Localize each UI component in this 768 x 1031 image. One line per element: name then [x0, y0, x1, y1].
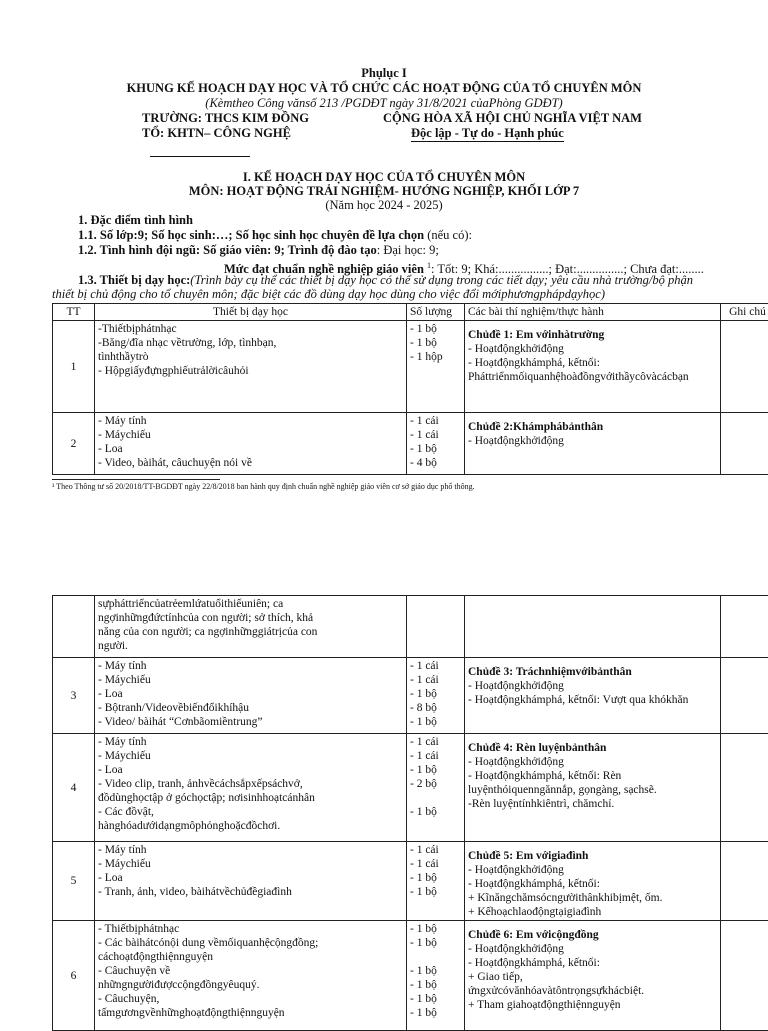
topic-title: Chủđề 2:Khámphábảnthân [468, 420, 717, 434]
equipment-item: - Bộtranh/Videovềbiếnđổikhíhậu [98, 701, 403, 715]
quantity-item: - 1 bộ [410, 922, 461, 936]
equipment-item: - Loa [98, 763, 403, 777]
equipment-item: hànghóadướidạngmôphỏnghoặcđồchơi. [98, 819, 403, 833]
equipment-item: - Video clip, tranh, ảnhvềcáchsắpxếpsáchvở, [98, 777, 403, 791]
info-heading: 1. Đặc điểm tình hình [78, 213, 193, 228]
activity-item: + Kĩnăngchămsócngườithânkhibịmệt, ốm. [468, 891, 717, 905]
col-notes: Ghi chú [721, 304, 768, 321]
table-row [53, 842, 768, 921]
notes-cell [721, 921, 768, 1031]
quantity-item: - 4 bộ [410, 456, 461, 470]
equipment-cell [95, 734, 407, 842]
equipment-cell [95, 658, 407, 734]
quantity-item: - 1 cái [410, 659, 461, 673]
divider-line [150, 156, 250, 157]
quantity-cell [407, 734, 465, 842]
school-name: TRƯỜNG: THCS KIM ĐỒNG [142, 111, 309, 126]
reference-line: (Kèmtheo Công vănsố 213 /PGDĐT ngày 31/8/2021 củaPhòng GDĐT) [0, 96, 768, 111]
quantity-item: - 1 cái [410, 843, 461, 857]
topic-title: Chủđề 3: Tráchnhiệmvớibảnthân [468, 665, 717, 679]
activity-item: - Hoạtđộngkhámphá, kếtnối: Vượt qua khókhăn [468, 693, 717, 707]
equipment-item: người. [98, 639, 403, 653]
info-standard: Mức đạt chuẩn nghề nghiệp giáo viên $^1$: Tốt: 9; Khá:................; Đạt:...............; Chưa đạt:........ [224, 258, 704, 277]
table-row [53, 321, 768, 413]
activity-item: - Hoạtđộngkhởiđộng [468, 679, 717, 693]
col-equipment: Thiết bị dạy học [95, 304, 407, 321]
quantity-item: - 1 bộ [410, 687, 461, 701]
equipment-item: - Các đồvật, [98, 805, 403, 819]
equipment-item: - Máy tính [98, 659, 403, 673]
quantity-cell [407, 658, 465, 734]
labs-cell [465, 413, 721, 475]
activity-item: + Tham giahoạtđộngthiệnnguyện [468, 998, 717, 1012]
activity-item: ứngxửcóvănhóavàtôntrọngsựkhácbiệt. [468, 984, 717, 998]
activity-item: + Kếhoạchlaođộngtạigiađình [468, 905, 717, 919]
info-equipment: 1.3. Thiết bị dạy học:(Trình bày cụ thể các thiết bị dạy học có thể sử dụng trong các tiết dạy; yêu cầu nhà trường/bộ phận [78, 273, 693, 288]
row-number: 1 [53, 321, 95, 413]
topic-title: Chủđề 5: Em vớigiađình [468, 849, 717, 863]
activity-item: - Hoạtđộngkhởiđộng [468, 755, 717, 769]
equipment-item: -Băng/đĩa nhạc vềtrường, lớp, tìnhbạn, [98, 336, 403, 350]
quantity-item [410, 791, 461, 805]
footnote-rule [52, 479, 220, 480]
notes-cell [721, 596, 768, 658]
equipment-cell [95, 921, 407, 1031]
activity-item: luyệnthóiquenngănnắp, gọngàng, sạchsẽ. [468, 783, 717, 797]
row-number: 2 [53, 413, 95, 475]
footnote: ¹ Theo Thông tư số 20/2018/TT-BGDĐT ngày 22/8/2018 ban hành quy định chuẩn nghề nghiệp giáo viên cơ sở giáo dục phổ thông. [52, 482, 475, 492]
subject-line: MÔN: HOẠT ĐỘNG TRẢI NGHIỆM- HƯỚNG NGHIỆP, KHỐI LỚP 7 [0, 184, 768, 199]
page-2 [0, 588, 768, 1024]
row-number: 5 [53, 842, 95, 921]
info-staff: 1.2. Tình hình đội ngũ: Số giáo viên: 9; Trình độ đào tạo: Đại học: 9; [78, 243, 439, 258]
labs-cell [465, 658, 721, 734]
equipment-item: - Loa [98, 442, 403, 456]
table-row [53, 413, 768, 475]
department-name: TỔ: KHTN– CÔNG NGHỆ [142, 126, 291, 141]
info-equipment-cont: thiết bị chủ động cho tổ chuyên môn; đặc biệt các đồ dùng dạy học dùng cho việc đổi mớiphươngphápdạyhọc) [52, 287, 605, 302]
section-heading: I. KẾ HOẠCH DẠY HỌC CỦA TỔ CHUYÊN MÔN [0, 170, 768, 185]
table-row [53, 734, 768, 842]
equipment-cell [95, 596, 407, 658]
equipment-item: tìnhthầytrò [98, 350, 403, 364]
quantity-item: - 1 cái [410, 857, 461, 871]
quantity-item: - 1 cái [410, 673, 461, 687]
equipment-item: sựpháttriểncủatrẻemlứatuổithiếuniên; ca [98, 597, 403, 611]
equipment-item: - Loa [98, 687, 403, 701]
topic-title: Chủđề 4: Rèn luyệnbảnthân [468, 741, 717, 755]
notes-cell [721, 413, 768, 475]
equipment-item: - Câuchuyện về [98, 964, 403, 978]
equipment-item: - Thiếtbịphátnhạc [98, 922, 403, 936]
topic-title: Chủđề 6: Em vớicộngđồng [468, 928, 717, 942]
quantity-item: - 1 bộ [410, 964, 461, 978]
equipment-item: - Video, bàihát, câuchuyện nói về [98, 456, 403, 470]
activity-item: - Hoạtđộngkhámphá, kếtnối: [468, 356, 717, 370]
col-quantity: Số lượng [407, 304, 465, 321]
row-number: 6 [53, 921, 95, 1031]
labs-cell [465, 734, 721, 842]
quantity-item: - 1 bộ [410, 805, 461, 819]
activity-item: + Giao tiếp, [468, 970, 717, 984]
equipment-item: - Câuchuyện, [98, 992, 403, 1006]
quantity-item: - 1 cái [410, 414, 461, 428]
row-number: 4 [53, 734, 95, 842]
quantity-cell [407, 842, 465, 921]
activity-item: - Hoạtđộngkhámphá, kếtnối: Rèn [468, 769, 717, 783]
quantity-item: - 1 cái [410, 749, 461, 763]
activity-item: - Hoạtđộngkhámphá, kếtnối: [468, 877, 717, 891]
quantity-item: - 1 cái [410, 735, 461, 749]
quantity-item: - 1 bộ [410, 715, 461, 729]
quantity-item: - 1 bộ [410, 978, 461, 992]
notes-cell [721, 658, 768, 734]
page-gap [0, 548, 768, 588]
labs-cell [465, 842, 721, 921]
quantity-item: - 1 bộ [410, 1006, 461, 1020]
document-title: KHUNG KẾ HOẠCH DẠY HỌC VÀ TỔ CHỨC CÁC HOẠT ĐỘNG CỦA TỔ CHUYÊN MÔN [0, 81, 768, 96]
activity-item: - Hoạtđộngkhởiđộng [468, 942, 717, 956]
appendix-label: Phụlục I [0, 66, 768, 81]
quantity-item: - 1 bộ [410, 763, 461, 777]
equipment-cell [95, 413, 407, 475]
quantity-item: - 1 hộp [410, 350, 461, 364]
quantity-item: - 1 bộ [410, 936, 461, 950]
row-number [53, 596, 95, 658]
equipment-item: - Máychiếu [98, 857, 403, 871]
quantity-cell [407, 596, 465, 658]
equipment-item: - Máy tính [98, 414, 403, 428]
quantity-item: - 1 bộ [410, 442, 461, 456]
activity-item: - Hoạtđộngkhởiđộng [468, 434, 717, 448]
activity-item: - Hoạtđộngkhởiđộng [468, 342, 717, 356]
activity-item: -Rèn luyệntínhkiêntrì, chămchỉ. [468, 797, 717, 811]
notes-cell [721, 842, 768, 921]
table-row [53, 658, 768, 734]
school-year: (Năm học 2024 - 2025) [0, 198, 768, 213]
row-number: 3 [53, 658, 95, 734]
equipment-item: tấmgươngvềnhữnghoạtđộngthiệnnguyện [98, 1006, 403, 1020]
activity-item: - Hoạtđộngkhámphá, kếtnối: [468, 956, 717, 970]
col-labs: Các bài thí nghiệm/thực hành [465, 304, 721, 321]
info-class-count: 1.1. Số lớp:9; Số học sinh:…; Số học sinh học chuyên đề lựa chọn (nếu có): [78, 228, 472, 243]
equipment-cell [95, 321, 407, 413]
quantity-item: - 1 bộ [410, 871, 461, 885]
activity-item: Pháttriểnmốiquanhệhoàđồngvớithầycôvàcácbạn [468, 370, 717, 384]
equipment-table-2 [52, 595, 768, 1031]
quantity-item [410, 950, 461, 964]
table-row [53, 921, 768, 1031]
quantity-item: - 2 bộ [410, 777, 461, 791]
labs-cell [465, 921, 721, 1031]
equipment-item: -Thiếtbịphátnhạc [98, 322, 403, 336]
quantity-item: - 1 cái [410, 428, 461, 442]
equipment-item: ngợinhữngđứctínhcủa con người; sở thích, khả [98, 611, 403, 625]
table-row [53, 596, 768, 658]
quantity-item: - 1 bộ [410, 992, 461, 1006]
activity-item: - Hoạtđộngkhởiđộng [468, 863, 717, 877]
topic-title: Chủđề 1: Em vớinhàtrường [468, 328, 717, 342]
col-tt: TT [53, 304, 95, 321]
equipment-item: - Máy tính [98, 843, 403, 857]
labs-cell [465, 321, 721, 413]
equipment-table-1 [52, 303, 768, 475]
motto: Độc lập - Tự do - Hạnh phúc [411, 126, 564, 142]
equipment-item: đồdùnghọctập ở góchọctập; nơisinhhoạtcánhân [98, 791, 403, 805]
equipment-cell [95, 842, 407, 921]
equipment-item: - Máy tính [98, 735, 403, 749]
equipment-item: nhữngngườiđượccộngđồngyêuquý. [98, 978, 403, 992]
quantity-item: - 8 bộ [410, 701, 461, 715]
equipment-item: - Loa [98, 871, 403, 885]
quantity-cell [407, 413, 465, 475]
equipment-item: - Máychiếu [98, 428, 403, 442]
notes-cell [721, 734, 768, 842]
quantity-item: - 1 bộ [410, 885, 461, 899]
equipment-item: - Tranh, ảnh, video, bàihátvềchủđềgiađình [98, 885, 403, 899]
equipment-item: - Các bàihátcónội dung vềmốiquanhệcộngđồng; [98, 936, 403, 950]
quantity-item: - 1 bộ [410, 336, 461, 350]
nation-name: CỘNG HÒA XÃ HỘI CHỦ NGHĨA VIỆT NAM [383, 111, 642, 126]
table-header-row [53, 304, 768, 321]
quantity-cell [407, 321, 465, 413]
equipment-item: - Video/ bàihát “Cơnbãomiềntrung” [98, 715, 403, 729]
equipment-item: cáchoạtđộngthiệnnguyện [98, 950, 403, 964]
notes-cell [721, 321, 768, 413]
equipment-item: - Máychiếu [98, 673, 403, 687]
equipment-item: - Hộpgiấyđựngphiếutrảlờicâuhỏi [98, 364, 403, 378]
quantity-cell [407, 921, 465, 1031]
labs-cell [465, 596, 721, 658]
equipment-item: - Máychiếu [98, 749, 403, 763]
equipment-item: năng của con người; ca ngợinhữnggiátrịcủa con [98, 625, 403, 639]
quantity-item: - 1 bộ [410, 322, 461, 336]
